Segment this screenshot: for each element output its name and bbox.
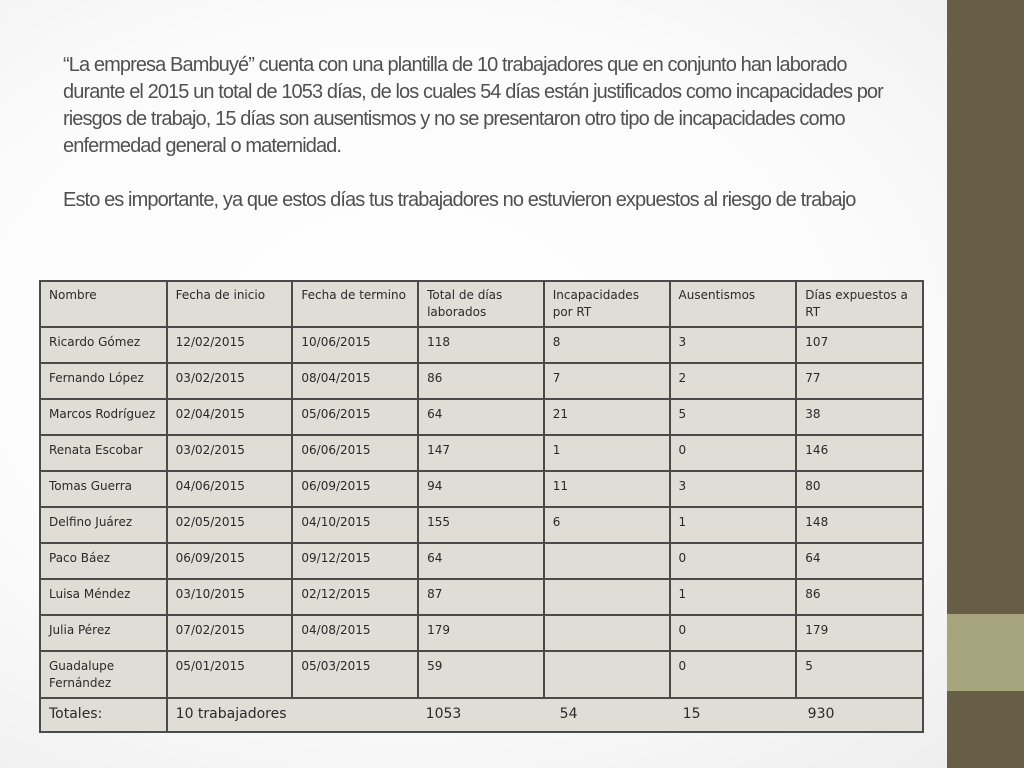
cell-start-date: 04/06/2015 (167, 471, 293, 507)
intro-text (63, 52, 893, 214)
cell-name: Renata Escobar (40, 435, 167, 471)
workers-table (39, 280, 924, 733)
header-absences: Ausentismos (670, 281, 797, 327)
cell-rt (544, 579, 670, 615)
cell-total-days: 87 (418, 579, 544, 615)
cell-start-date: 03/02/2015 (167, 363, 293, 399)
cell-end-date: 10/06/2015 (292, 327, 418, 363)
table-row (40, 507, 923, 543)
cell-absences: 0 (670, 543, 797, 579)
cell-absences: 0 (670, 651, 797, 698)
cell-absences: 3 (670, 471, 797, 507)
header-start-date: Fecha de inicio (167, 281, 293, 327)
cell-exposed: 148 (796, 507, 923, 543)
cell-name: Tomas Guerra (40, 471, 167, 507)
cell-end-date: 08/04/2015 (292, 363, 418, 399)
cell-rt (544, 651, 670, 698)
cell-absences: 2 (670, 363, 797, 399)
cell-end-date: 09/12/2015 (292, 543, 418, 579)
cell-exposed: 64 (796, 543, 923, 579)
table-row (40, 543, 923, 579)
cell-total-days: 179 (418, 615, 544, 651)
cell-exposed: 107 (796, 327, 923, 363)
totals-row (40, 698, 923, 732)
cell-end-date: 05/06/2015 (292, 399, 418, 435)
header-name: Nombre (40, 281, 167, 327)
table-body (40, 327, 923, 698)
cell-total-days: 64 (418, 543, 544, 579)
cell-total-days: 94 (418, 471, 544, 507)
cell-absences: 1 (670, 579, 797, 615)
cell-name: Fernando López (40, 363, 167, 399)
intro-paragraph-1: “La empresa Bambuyé” cuenta con una plantilla de 10 trabajadores que en conjunto han laborado durante el 2015 un total de 1053 días, de los cuales 54 días están justificados como incapacidades por riesgos de trabajo, 15 días son ausentismos y no se presentaron otro tipo de incapacidades como enfermedad general o maternidad. (63, 54, 883, 157)
cell-exposed: 179 (796, 615, 923, 651)
cell-end-date: 02/12/2015 (292, 579, 418, 615)
table-row (40, 471, 923, 507)
table-header-row (40, 281, 923, 327)
table-row (40, 399, 923, 435)
cell-absences: 1 (670, 507, 797, 543)
cell-name: Guadalupe Fernández (40, 651, 167, 698)
cell-total-days: 155 (418, 507, 544, 543)
table-row (40, 363, 923, 399)
cell-rt: 6 (544, 507, 670, 543)
cell-name: Delfino Juárez (40, 507, 167, 543)
cell-total-days: 86 (418, 363, 544, 399)
cell-exposed: 38 (796, 399, 923, 435)
cell-exposed: 80 (796, 471, 923, 507)
cell-rt: 7 (544, 363, 670, 399)
table-row (40, 579, 923, 615)
header-total-days: Total de días laborados (418, 281, 544, 327)
intro-paragraph-2: Esto es importante, ya que estos días tus trabajadores no estuvieron expuestos al riesgo de trabajo (63, 189, 856, 211)
totals-workers: 10 trabajadores (175, 706, 287, 722)
cell-start-date: 06/09/2015 (167, 543, 293, 579)
cell-total-days: 59 (418, 651, 544, 698)
header-exposed-days: Días expuestos a RT (796, 281, 923, 327)
cell-end-date: 04/08/2015 (292, 615, 418, 651)
cell-start-date: 05/01/2015 (167, 651, 293, 698)
cell-exposed: 5 (796, 651, 923, 698)
table-row (40, 615, 923, 651)
cell-start-date: 03/02/2015 (167, 435, 293, 471)
cell-exposed: 146 (796, 435, 923, 471)
cell-total-days: 64 (418, 399, 544, 435)
cell-rt: 1 (544, 435, 670, 471)
table-row (40, 435, 923, 471)
cell-start-date: 12/02/2015 (167, 327, 293, 363)
cell-name: Marcos Rodríguez (40, 399, 167, 435)
cell-rt (544, 615, 670, 651)
totals-days-worked: 1053 (425, 706, 462, 722)
cell-end-date: 05/03/2015 (292, 651, 418, 698)
cell-rt: 21 (544, 399, 670, 435)
cell-name: Luisa Méndez (40, 579, 167, 615)
cell-end-date: 06/09/2015 (292, 471, 418, 507)
cell-total-days: 147 (418, 435, 544, 471)
cell-name: Paco Báez (40, 543, 167, 579)
cell-rt: 8 (544, 327, 670, 363)
cell-exposed: 86 (796, 579, 923, 615)
cell-start-date: 03/10/2015 (167, 579, 293, 615)
cell-total-days: 118 (418, 327, 544, 363)
cell-name: Julia Pérez (40, 615, 167, 651)
table-row (40, 327, 923, 363)
cell-absences: 0 (670, 615, 797, 651)
cell-end-date: 04/10/2015 (292, 507, 418, 543)
cell-start-date: 02/04/2015 (167, 399, 293, 435)
cell-absences: 3 (670, 327, 797, 363)
cell-rt: 11 (544, 471, 670, 507)
cell-end-date: 06/06/2015 (292, 435, 418, 471)
cell-start-date: 02/05/2015 (167, 507, 293, 543)
cell-exposed: 77 (796, 363, 923, 399)
cell-name: Ricardo Gómez (40, 327, 167, 363)
totals-absences: 15 (682, 706, 701, 722)
cell-absences: 0 (670, 435, 797, 471)
header-rt-disabilities: Incapacidades por RT (544, 281, 670, 327)
table-row (40, 651, 923, 698)
totals-values (167, 698, 923, 732)
cell-start-date: 07/02/2015 (167, 615, 293, 651)
cell-rt (544, 543, 670, 579)
totals-label: Totales: (40, 698, 167, 732)
cell-absences: 5 (670, 399, 797, 435)
totals-exposed: 930 (807, 706, 835, 722)
totals-rt: 54 (559, 706, 578, 722)
header-end-date: Fecha de termino (292, 281, 418, 327)
side-accent-block (947, 614, 1024, 691)
